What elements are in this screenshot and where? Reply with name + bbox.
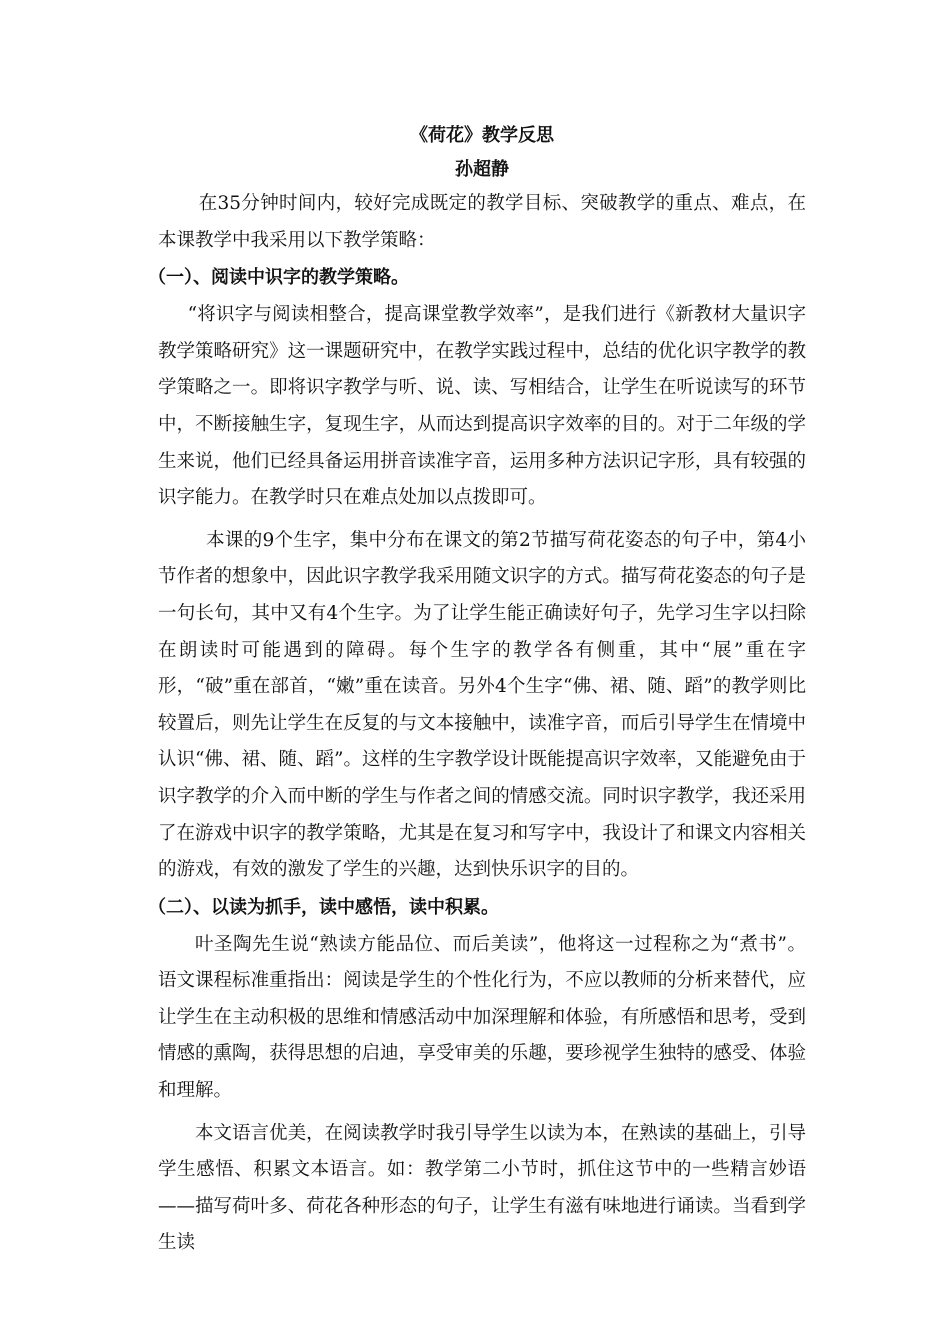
document-author: 孙超静 bbox=[455, 159, 509, 180]
intro-paragraph: 在35分钟时间内，较好完成既定的教学目标、突破教学的重点、难点，在本课教学中我采用以下教学策略： bbox=[158, 193, 806, 251]
section2-paragraph-2: 本文语言优美，在阅读教学时我引导学生以读为本，在熟读的基础上，引导学生感悟、积累文本语言。如：教学第二小节时，抓住这节中的一些精言妙语——描写荷叶多、荷花各种形态的句子，让学生有滋有味地进行诵读。当看到学生读 bbox=[158, 1122, 806, 1254]
section-heading-2: （二）、以读为抓手，读中感悟，读中积累。 bbox=[148, 896, 499, 918]
section1-paragraph-1: “将识字与阅读相整合，提高课堂教学效率”，是我们进行《新教材大量识字教学策略研究》这一课题研究中，在教学实践过程中，总结的优化识字教学的教学策略之一。即将识字教学与听、说、读、写相结合，让学生在听说读写的环节中，不断接触生字，复现生字，从而达到提高识字效率的目的。对于二年级的学生来说，他们已经具备运用拼音读准字音，运用多种方法识记字形，具有较强的识字能力。在教学时只在难点处加以点拨即可。 bbox=[158, 304, 806, 509]
section2-paragraph-1: 叶圣陶先生说“熟读方能品位、而后美读”，他将这一过程称之为“煮书”。语文课程标准重指出：阅读是学生的个性化行为，不应以教师的分析来替代，应让学生在主动积极的思维和情感活动中加深理解和体验，有所感悟和思考，受到情感的熏陶，获得思想的启迪，享受审美的乐趣，要珍视学生独特的感受、体验和理解。 bbox=[158, 933, 806, 1102]
section1-paragraph-2: 本课的9个生字，集中分布在课文的第2节描写荷花姿态的句子中，第4小节作者的想象中，因此识字教学我采用随文识字的方式。描写荷花姿态的句子是一句长句，其中又有4个生字。为了让学生能正确读好句子，先学习生字以扫除在朗读时可能遇到的障碍。每个生字的教学各有侧重，其中“展”重在字形，“破”重在部首，“嫩”重在读音。另外4个生字“佛、裙、随、蹈”的教学则比较置后，则先让学生在反复的与文本接触中，读准字音，而后引导学生在情境中认识“佛、裙、随、蹈”。这样的生字教学设计既能提高识字效率，又能避免由于识字教学的介入而中断的学生与作者之间的情感交流。同时识字教学，我还采用了在游戏中识字的教学策略，尤其是在复习和写字中，我设计了和课文内容相关的游戏，有效的激发了学生的兴趣，达到快乐识字的目的。 bbox=[158, 529, 806, 881]
document-title: 《荷花》教学反思 bbox=[410, 125, 554, 146]
document-page bbox=[148, 118, 806, 1262]
section-heading-1: （一）、阅读中识字的教学策略。 bbox=[148, 267, 409, 289]
